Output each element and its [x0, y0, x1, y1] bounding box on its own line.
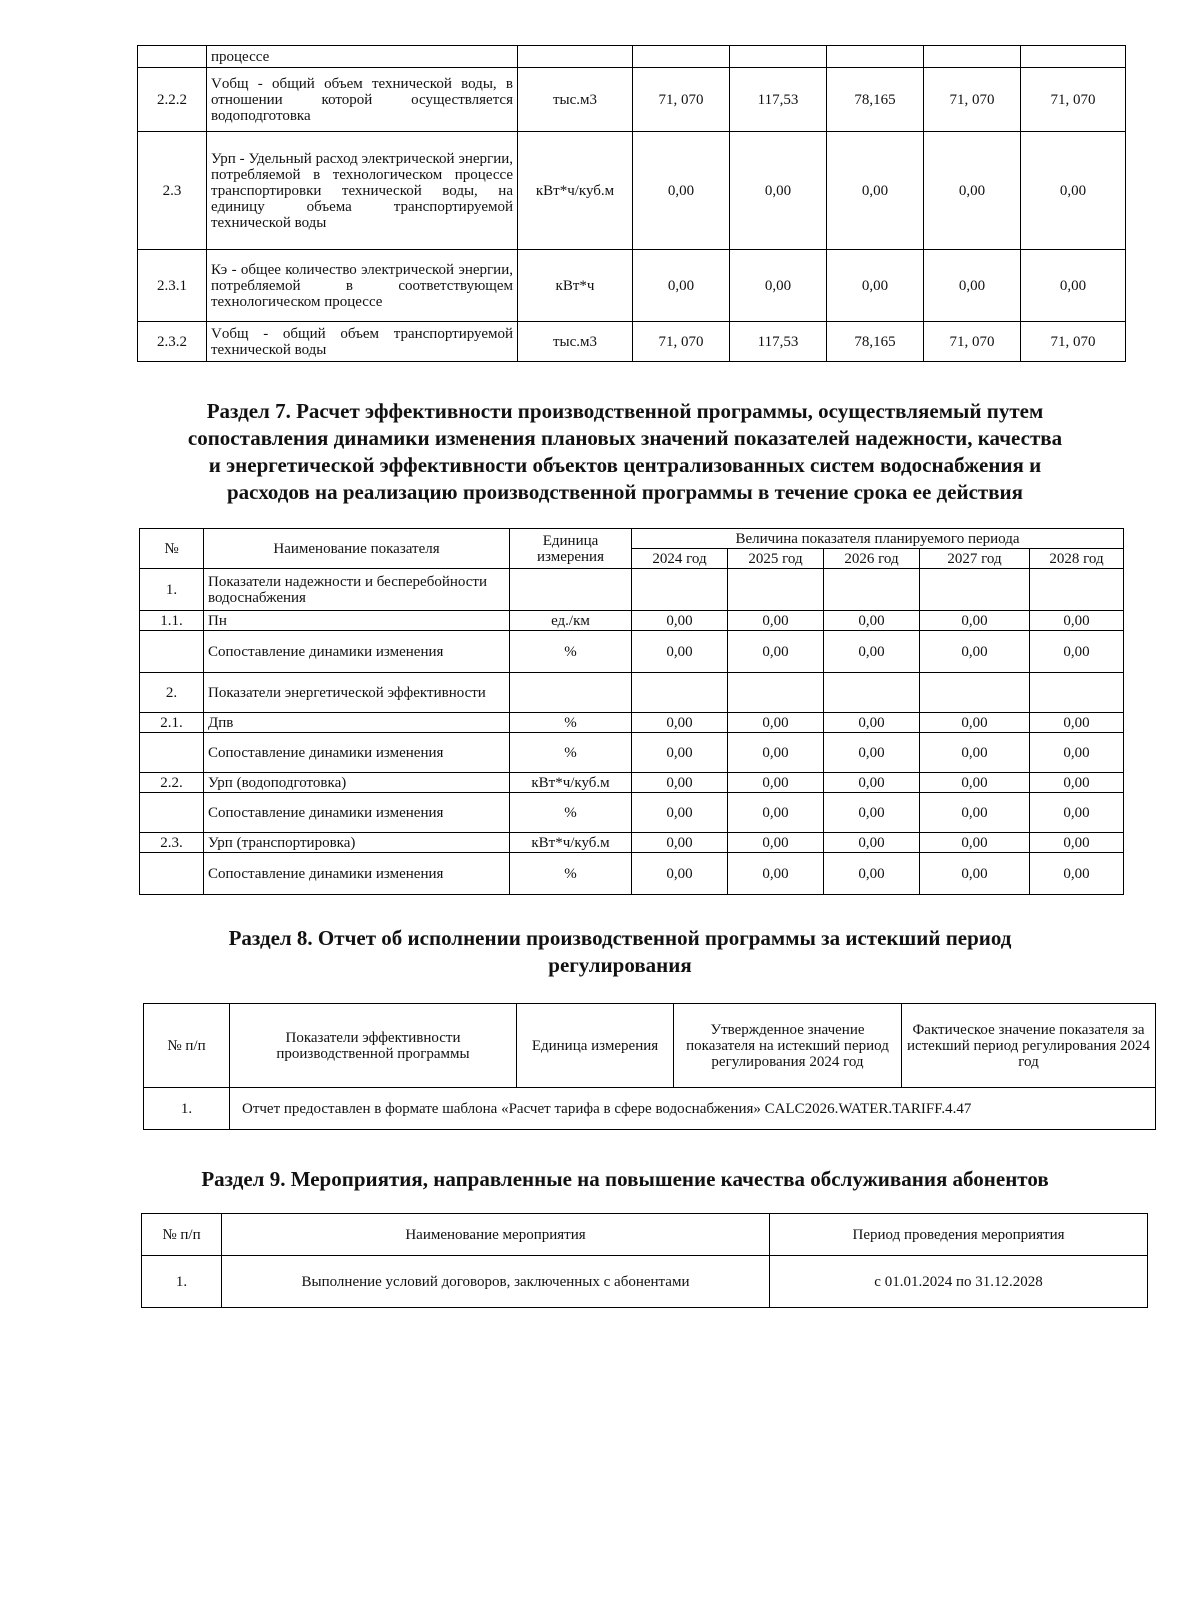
table-row: 2.2. Урп (водоподготовка) кВт*ч/куб.м 0,00 0,00 0,00 0,00 0,00: [140, 773, 1124, 793]
header-year: 2027 год: [920, 549, 1030, 569]
row-value: [633, 46, 730, 68]
table-row: Сопоставление динамики изменения % 0,00 0,00 0,00 0,00 0,00: [140, 793, 1124, 833]
row-value: [1021, 46, 1126, 68]
header-name: Наименование показателя: [204, 529, 510, 569]
row-value: 71, 070: [924, 322, 1021, 362]
row-value: 71, 070: [1021, 68, 1126, 132]
row-name: Кэ - общее количество электрической энергии, потребляемой в соответствующем технологическом процессе: [207, 250, 518, 322]
row-unit: тыс.м3: [518, 322, 633, 362]
table-row: 1. Показатели надежности и бесперебойности водоснабжения: [140, 569, 1124, 611]
header-unit: Единица измерения: [517, 1004, 674, 1088]
row-value: 78,165: [827, 68, 924, 132]
row-num: 2.3: [138, 132, 207, 250]
row-value: 0,00: [1021, 250, 1126, 322]
table-row: 1. Отчет предоставлен в формате шаблона «Расчет тарифа в сфере водоснабжения» CALC2026.WATER.TARIFF.4.47: [144, 1088, 1156, 1130]
top-table: [137, 45, 1126, 362]
row-value: 0,00: [730, 250, 827, 322]
row-num: 2.3.1: [138, 250, 207, 322]
header-num: № п/п: [142, 1214, 222, 1256]
row-value: [730, 46, 827, 68]
table-row: [138, 46, 1126, 68]
row-value: 0,00: [633, 250, 730, 322]
row-value: 117,53: [730, 68, 827, 132]
row-value: 0,00: [633, 132, 730, 250]
row-value: 71, 070: [1021, 322, 1126, 362]
row-num: 2.2.2: [138, 68, 207, 132]
section8-title: Раздел 8. Отчет об исполнении производственной программы за истекший период регулирования: [228, 926, 1012, 977]
table-row: [138, 250, 1126, 322]
row-name: Vобщ - общий объем технической воды, в отношении которой осуществляется водоподготовка: [207, 68, 518, 132]
header-period: Период проведения мероприятия: [770, 1214, 1148, 1256]
header-year: 2025 год: [728, 549, 824, 569]
row-value: [827, 46, 924, 68]
table-row: 2. Показатели энергетической эффективности: [140, 673, 1124, 713]
row-value: 78,165: [827, 322, 924, 362]
header-year: 2026 год: [824, 549, 920, 569]
header-name: Наименование мероприятия: [222, 1214, 770, 1256]
header-row: [144, 1004, 1156, 1088]
row-unit: [518, 46, 633, 68]
row-unit: тыс.м3: [518, 68, 633, 132]
row-value: 0,00: [924, 250, 1021, 322]
row-name: процессе: [207, 46, 518, 68]
table-row: [138, 68, 1126, 132]
header-row: [142, 1214, 1148, 1256]
row-value: 0,00: [1021, 132, 1126, 250]
report-text: Отчет предоставлен в формате шаблона «Расчет тарифа в сфере водоснабжения» CALC2026.WATER.TARIFF.4.47: [230, 1088, 1156, 1130]
row-name: Vобщ - общий объем транспортируемой технической воды: [207, 322, 518, 362]
section7-table: [139, 528, 1124, 895]
row-value: 0,00: [924, 132, 1021, 250]
table-row: 1. Выполнение условий договоров, заключенных с абонентами с 01.01.2024 по 31.12.2028: [142, 1256, 1148, 1308]
row-unit: кВт*ч: [518, 250, 633, 322]
row-value: 0,00: [730, 132, 827, 250]
row-name: Урп - Удельный расход электрической энергии, потребляемой в технологическом процессе транспортировки технической воды, на единицу объема транспортируемой технической воды: [207, 132, 518, 250]
row-unit: кВт*ч/куб.м: [518, 132, 633, 250]
table-row: 2.1. Дпв % 0,00 0,00 0,00 0,00 0,00: [140, 713, 1124, 733]
section7-title: Раздел 7. Расчет эффективности производственной программы, осуществляемый путем сопоставления динамики изменения плановых значений показателей надежности, качества и энергетической эффективности объектов централизованных систем водоснабжения и расходов на реализацию производственной программы в течение срока ее действия: [187, 399, 1063, 504]
row-value: 117,53: [730, 322, 827, 362]
table-row: Сопоставление динамики изменения % 0,00 0,00 0,00 0,00 0,00: [140, 733, 1124, 773]
row-num: [138, 46, 207, 68]
table-row: 1.1. Пн ед./км 0,00 0,00 0,00 0,00 0,00: [140, 611, 1124, 631]
header-num: № п/п: [144, 1004, 230, 1088]
row-value: 71, 070: [924, 68, 1021, 132]
row-value: 0,00: [827, 250, 924, 322]
section8-table: [143, 1003, 1156, 1130]
table-row: Сопоставление динамики изменения % 0,00 0,00 0,00 0,00 0,00: [140, 631, 1124, 673]
header-row: [140, 529, 1124, 549]
header-num: №: [140, 529, 204, 569]
header-name: Показатели эффективности производственной программы: [230, 1004, 517, 1088]
table-row: 2.3. Урп (транспортировка) кВт*ч/куб.м 0,00 0,00 0,00 0,00 0,00: [140, 833, 1124, 853]
row-value: 71, 070: [633, 68, 730, 132]
header-unit: Единица измерения: [510, 529, 632, 569]
header-approved: Утвержденное значение показателя на истекший период регулирования 2024 год: [674, 1004, 902, 1088]
header-year: 2024 год: [632, 549, 728, 569]
table-row: [138, 132, 1126, 250]
table-row: [138, 322, 1126, 362]
section9-title: Раздел 9. Мероприятия, направленные на повышение качества обслуживания абонентов: [201, 1167, 1049, 1191]
row-value: [924, 46, 1021, 68]
section9-table: [141, 1213, 1148, 1308]
header-actual: Фактическое значение показателя за истекший период регулирования 2024 год: [902, 1004, 1156, 1088]
row-value: 0,00: [827, 132, 924, 250]
table-row: Сопоставление динамики изменения % 0,00 0,00 0,00 0,00 0,00: [140, 853, 1124, 895]
row-num: 2.3.2: [138, 322, 207, 362]
row-value: 71, 070: [633, 322, 730, 362]
header-period: Величина показателя планируемого периода: [632, 529, 1124, 549]
header-year: 2028 год: [1030, 549, 1124, 569]
